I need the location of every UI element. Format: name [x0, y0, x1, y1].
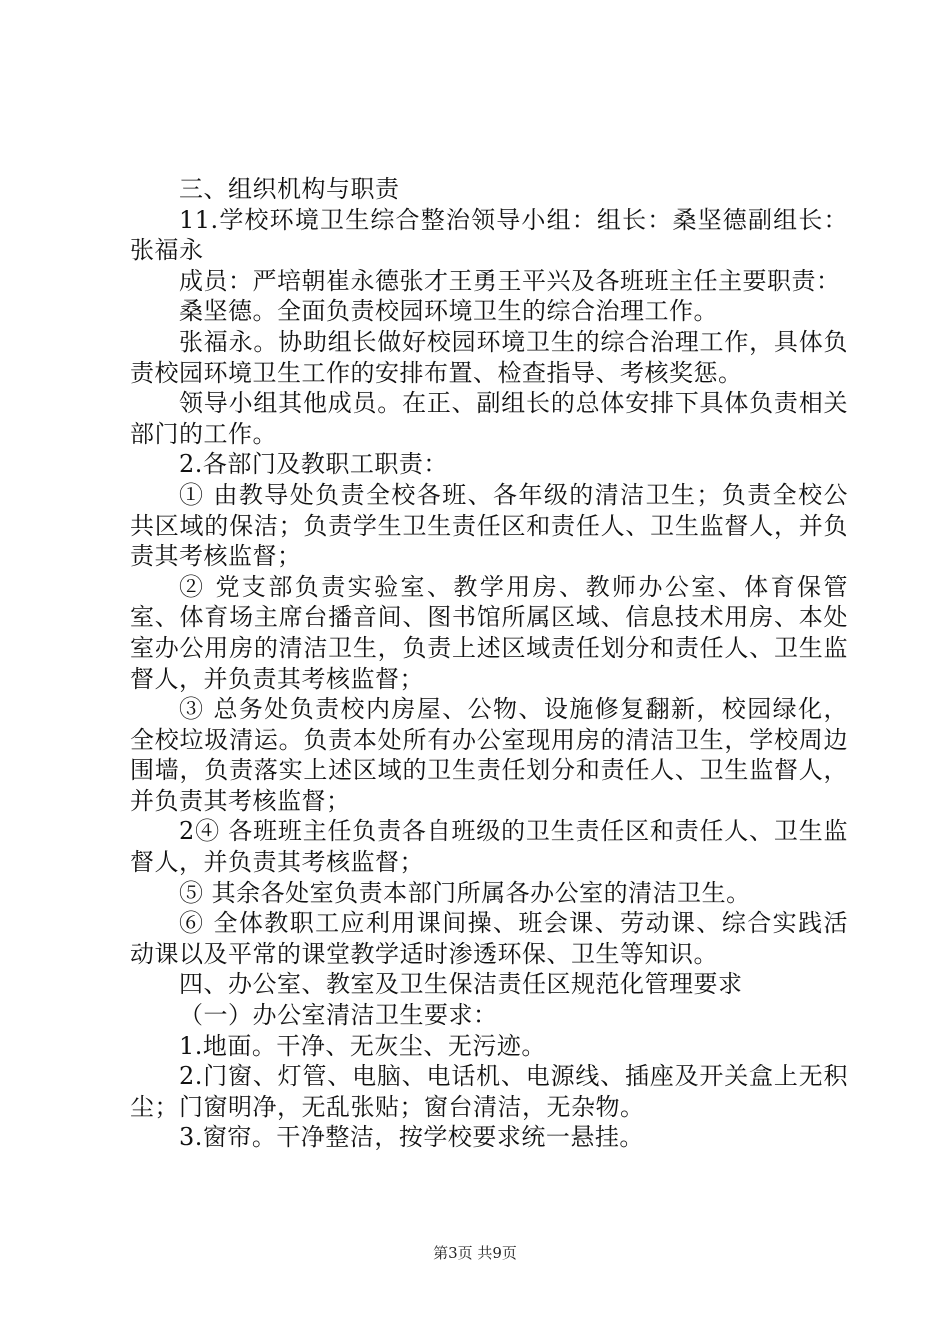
paragraph-other-members-duty: 领导小组其他成员。在正、副组长的总体安排下具体负责相关部门的工作。 [130, 389, 848, 448]
list-item-party-branch: ② 党支部负责实验室、教学用房、教师办公室、体育保管室、体育场主席台播音间、图书馆所属区域、信息技术用房、本处室办公用房的清洁卫生，负责上述区域责任划分和责任人、卫生监督人，并负责其考核监督； [130, 572, 848, 693]
paragraph-department-heading: 2.各部门及教职工职责： [179, 450, 448, 479]
section-heading-organization: 三、组织机构与职责 [179, 175, 400, 203]
paragraph-members: 成员：严培朝崔永德张才王勇王平兴及各班班主任主要职责： [179, 266, 841, 295]
list-item-class-teachers: 2④ 各班班主任负责各自班级的卫生责任区和责任人、卫生监督人，并负责其考核监督； [130, 817, 848, 877]
list-item-teaching-office: ① 由教导处负责全校各班、各年级的清洁卫生；负责全校公共区域的保洁；负责学生卫生责任区和责任人、卫生监督人，并负责其考核监督； [130, 480, 848, 571]
list-item-other-offices: ⑤ 其余各处室负责本部门所属各办公室的清洁卫生。 [179, 878, 751, 907]
subsection-heading-office: （一）办公室清洁卫生要求： [179, 1001, 498, 1030]
list-item-doors-windows: 2.门窗、灯管、电脑、电话机、电源线、插座及开关盒上无积尘；门窗明净，无乱张贴；窗台清洁，无杂物。 [130, 1062, 848, 1121]
page-number-footer: 第3页 共9页 [433, 1244, 517, 1262]
paragraph-leader-duty: 桑坚德。全面负责校园环境卫生的综合治理工作。 [179, 297, 718, 326]
list-item-general-affairs: ③ 总务处负责校内房屋、公物、设施修复翻新，校园绿化，全校垃圾清运。负责本处所有办公室现用房的清洁卫生，学校周边围墙，负责落实上述区域的卫生责任划分和责任人、卫生监督人，并负责其考核监督； [130, 695, 848, 815]
paragraph-leading-group: 11.学校环境卫生综合整治领导小组：组长：桑坚德副组长：张福永 [130, 205, 848, 265]
document-body [130, 174, 848, 1153]
list-item-all-staff: ⑥ 全体教职工应利用课间操、班会课、劳动课、综合实践活动课以及平常的课堂教学适时渗透环保、卫生等知识。 [130, 909, 848, 968]
paragraph-deputy-duty: 张福永。协助组长做好校园环境卫生的综合治理工作，具体负责校园环境卫生工作的安排布置、检查指导、考核奖惩。 [130, 327, 848, 387]
section-heading-management: 四、办公室、教室及卫生保洁责任区规范化管理要求 [179, 970, 743, 999]
list-item-floor: 1.地面。干净、无灰尘、无污迹。 [179, 1031, 546, 1060]
list-item-curtains: 3.窗帘。干净整洁，按学校要求统一悬挂。 [179, 1123, 644, 1152]
